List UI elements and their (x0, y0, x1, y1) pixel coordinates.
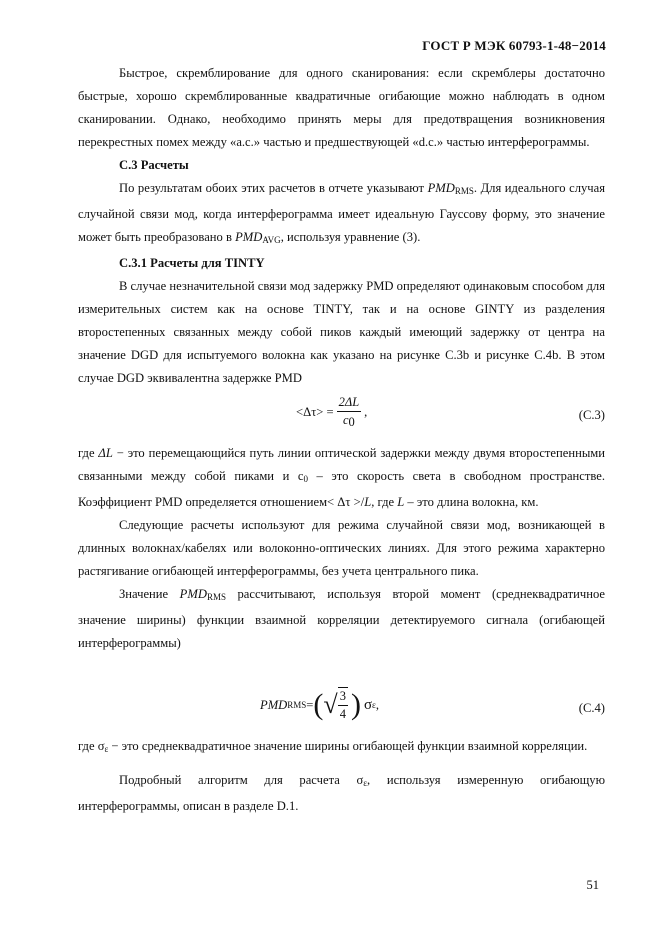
eq-fraction (338, 687, 348, 723)
pmd-var: PMD (427, 181, 455, 195)
eq-denominator: 4 (339, 707, 346, 721)
eq-numerator: 2ΔL (337, 394, 362, 412)
eq-lhs-sub: RMS (287, 699, 307, 710)
paragraph-pmd-rms (78, 583, 605, 655)
sigma-symbol: σ (363, 696, 373, 713)
text: , где (371, 495, 398, 509)
eq-tail: , (364, 405, 368, 419)
paragraph-algorithm (78, 769, 605, 818)
document-header: ГОСТ Р МЭК 60793-1-48−2014 (422, 38, 606, 53)
sigma-symbol: σ (356, 773, 364, 787)
text: − это среднеквадратичное значение ширины огибающей функции взаимной корреляции. (108, 739, 588, 753)
eq-lhs: PMD (260, 697, 288, 712)
text: − это перемещающийся путь линии оптической задержки между двумя второстепенными связанными между собой пиками и c (78, 446, 605, 483)
eq-equals: = (306, 697, 314, 712)
paragraph-results (78, 177, 605, 252)
sigma-sub: ε (363, 778, 368, 788)
paragraph-tinty: В случае незначительной связи мод задержку PMD определяют одинаковым способом для измерительных систем как на основе TINTY, так и на основе GINTY из разделения второстепенных связанных между собой пиков каждый имеющий задержку от центра на значение DGD для испытуемого волокна как указано на рисунке С.3b и рисунке С.4b. В этом случае DGD эквивалентна задержке PMD (78, 279, 605, 385)
eq-fraction (337, 394, 362, 431)
c0-sub: 0 (303, 474, 308, 484)
text: рассчитывают, используя второй момент (среднеквадратичное значение ширины) функции взаимной корреляции детектируемого сигнала (огибающей интерферограммы) (78, 587, 606, 650)
equation-c4 (78, 687, 605, 729)
rms-sub: RMS (206, 592, 226, 602)
eq-numerator: 3 (338, 688, 348, 706)
eq-den-sub: 0 (348, 415, 355, 429)
sigma-sub: ε (372, 699, 376, 710)
eq-lhs: <Δτ> = (296, 405, 334, 419)
sigma-symbol: σ (97, 739, 105, 753)
text: . Для идеального случая случайной связи мод, когда интерферограмма имеет идеальную Гауссову форму, это значение может быть преобразовано в (78, 181, 606, 244)
eq-denominator (337, 412, 362, 431)
text: , используя измеренную огибающую интерферограммы, описан в разделе D.1. (78, 773, 606, 813)
l-var: L (364, 495, 372, 509)
equation-c3 (78, 394, 605, 436)
text: Подробный алгоритм для расчета (119, 773, 357, 787)
sigma-sub: ε (104, 744, 109, 754)
pmd-var: PMD (235, 230, 263, 244)
avg-sub: AVG (262, 235, 281, 245)
paragraph-where-sigma (78, 735, 605, 761)
sqrt-sign: √ $\frac{3}{4}$ (323, 689, 346, 721)
text: где (78, 739, 98, 753)
equation-number: (С.3) (578, 408, 605, 422)
page-number: 51 (586, 878, 599, 892)
heading-c31: С.3.1 Расчеты для TINTY (119, 256, 265, 270)
eq-tail: , (375, 697, 379, 712)
paragraph-random-coupling: Следующие расчеты используют для режима случайной связи мод, возникающей в длинных волокнах/кабелях или волоконно-оптических линиях. Для этого режима характерно растягивание огибающей интерферограммы, без учета центрального пика. (78, 518, 605, 578)
eq-den-var: c (342, 413, 349, 427)
paragraph-scrambling: Быстрое, скремблирование для одного сканирования: если скремблеры достаточно быстрые, хорошо скремблированные квадратичные огибающие можно наблюдать в одном сканировании. Однако, необходимо принять меры для предотвращения возникновения перекрестных помех между «а.с.» частью и предшествующей «d.c.» частью интерферограммы. (78, 66, 605, 149)
text: Значение (119, 587, 180, 601)
text: где (78, 446, 99, 460)
delta-l-var: ΔL (98, 446, 113, 460)
text: – это длина волокна, км. (404, 495, 539, 509)
document-body (78, 62, 605, 818)
right-paren: ) (350, 688, 361, 721)
l-var: L (397, 495, 405, 509)
heading-c3: С.3 Расчеты (119, 158, 189, 172)
rms-sub: RMS (454, 186, 474, 196)
paragraph-where-dl (78, 442, 605, 514)
left-paren: ( (313, 688, 324, 721)
equation-number: (С.4) (578, 701, 605, 715)
text: – это скорость света в свободном пространстве. Коэффициент PMD определяется отношением< Δτ >/ (78, 469, 606, 509)
text: По результатам обоих этих расчетов в отчете указывают (119, 181, 428, 195)
pmd-var: PMD (179, 587, 207, 601)
text: , используя уравнение (3). (280, 230, 421, 244)
